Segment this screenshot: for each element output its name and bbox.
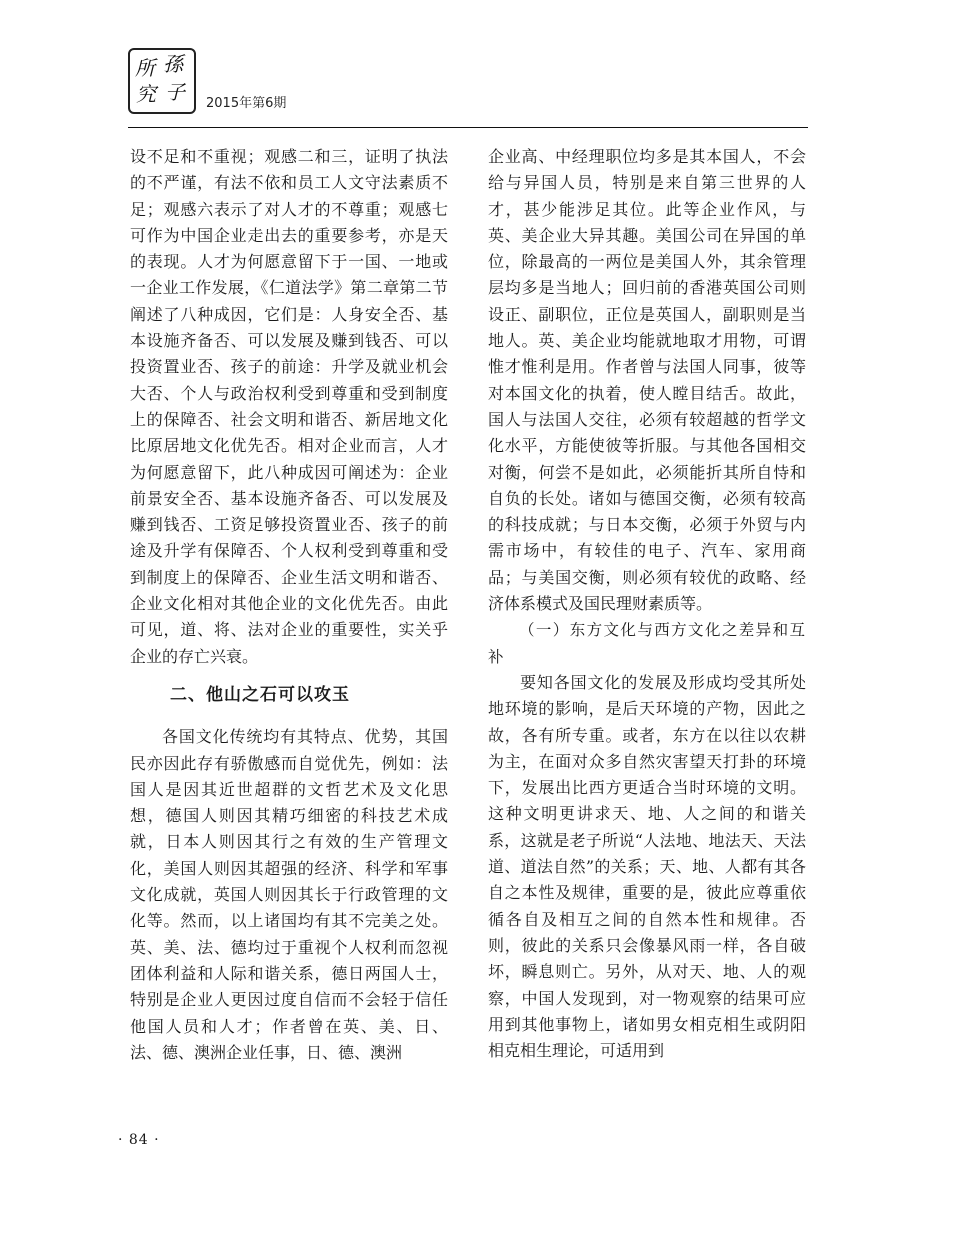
section-heading: 二、他山之石可以攻玉 xyxy=(170,684,350,705)
logo-char: 子 xyxy=(165,80,185,104)
page-number: · 84 · xyxy=(118,1132,160,1148)
page-header xyxy=(128,48,808,128)
paragraph: 企业高、中经理职位均多是其本国人，不会给与异国人员，特别是来自第三世界的人才，甚少能涉足其位。此等企业作风，与英、美企业大异其趣。美国公司在异国的单位，除最高的一两位是美国人外，其余管理层均多是当地人；回归前的香港英国公司则设正、副职位，正位是英国人，副职则是当地人。英、美企业均能就地取才用物，可谓惟才惟利是用。作者曾与法国人同事，彼等对本国文化的执着，使人瞠目结舌。故此，国人与法国人交往，必须有较超越的哲学文化水平，方能使彼等折服。与其他各国相交对衡，何尝不是如此，必须能折其所自恃和自负的长处。诸如与德国交衡，必须有较高的科技成就；与日本交衡，必须于外贸与内需市场中，有较佳的电子、汽车、家用商品；与美国交衡，则必须有较优的政略、经济体系模式及国民理财素质等。 xyxy=(488,147,806,614)
logo-char: 孫 xyxy=(163,52,183,76)
paragraph: 各国文化传统均有其特点、优势，其国民亦因此存有骄傲感而自觉优先，例如：法国人是因其近世超群的文哲艺术及文化思想，德国人则因其精巧细密的科技艺术成就，日本人则因其行之有效的生产管理文化，美国人则因其超强的经济、科学和军事文化成就，英国人则因其长于行政管理的文化等。然而，以上诸国均有其不完美之处。英、美、法、德均过于重视个人权利而忽视团体利益和人际和谐关系，德日两国人士，特别是企业人更因过度自信而不会轻于信任他国人员和人才；作者曾在英、美、日、法、德、澳洲企业任事，日、德、澳洲 xyxy=(130,727,448,1062)
paragraph: 要知各国文化的发展及形成均受其所处地环境的影响，是后天环境的产物，因此之故，各有所专重。或者，东方在以往以农耕为主，在面对众多自然灾害望天打卦的环境下，发展出比西方更适合当时环境的文明。这种文明更讲求天、地、人之间的和谐关系，这就是老子所说“人法地、地法天、天法道、道法自然”的关系；天、地、人都有其各自之本性及规律，重要的是，彼此应尊重依循各自及相互之间的自然本性和规律。否则，彼此的关系只会像暴风雨一样，各自破坏，瞬息则亡。另外，从对天、地、人的观察，中国人发现到，对一物观察的结果可应用到其他事物上，诸如男女相克相生或阴阳相克相生理论，可适用到 xyxy=(488,672,806,1061)
subsection-heading: （一）东方文化与西方文化之差异和互补 xyxy=(488,621,806,666)
header-rule xyxy=(128,127,808,128)
journal-logo xyxy=(128,48,196,114)
issue-label: 2015年第6期 xyxy=(206,96,287,111)
left-column xyxy=(130,144,448,1066)
logo-char: 所 xyxy=(135,56,155,80)
right-column xyxy=(488,144,806,1064)
paragraph: 设不足和不重视；观感二和三，证明了执法的不严谨，有法不依和员工人文守法素质不足；观感六表示了对人才的不尊重；观感七可作为中国企业走出去的重要参考，亦是天的表现。人才为何愿意留下于一国、一地或一企业工作发展，《仁道法学》第二章第二节阐述了八种成因，它们是：人身安全否、基本设施齐备否、可以发展及赚到钱否、可以投资置业否、孩子的前途：升学及就业机会大否、个人与政治权利受到尊重和受到制度上的保障否、社会文明和谐否、新居地文化比原居地文化优先否。相对企业而言，人才为何愿意留下，此八种成因可阐述为：企业前景安全否、基本设施齐备否、可以发展及赚到钱否、工资足够投资置业否、孩子的前途及升学有保障否、个人权利受到尊重和受到制度上的保障否、企业生活文明和谐否、企业文化相对其他企业的文化优先否。由此可见，道、将、法对企业的重要性，实关乎企业的存亡兴衰。 xyxy=(130,147,448,666)
logo-char: 究 xyxy=(136,82,156,106)
